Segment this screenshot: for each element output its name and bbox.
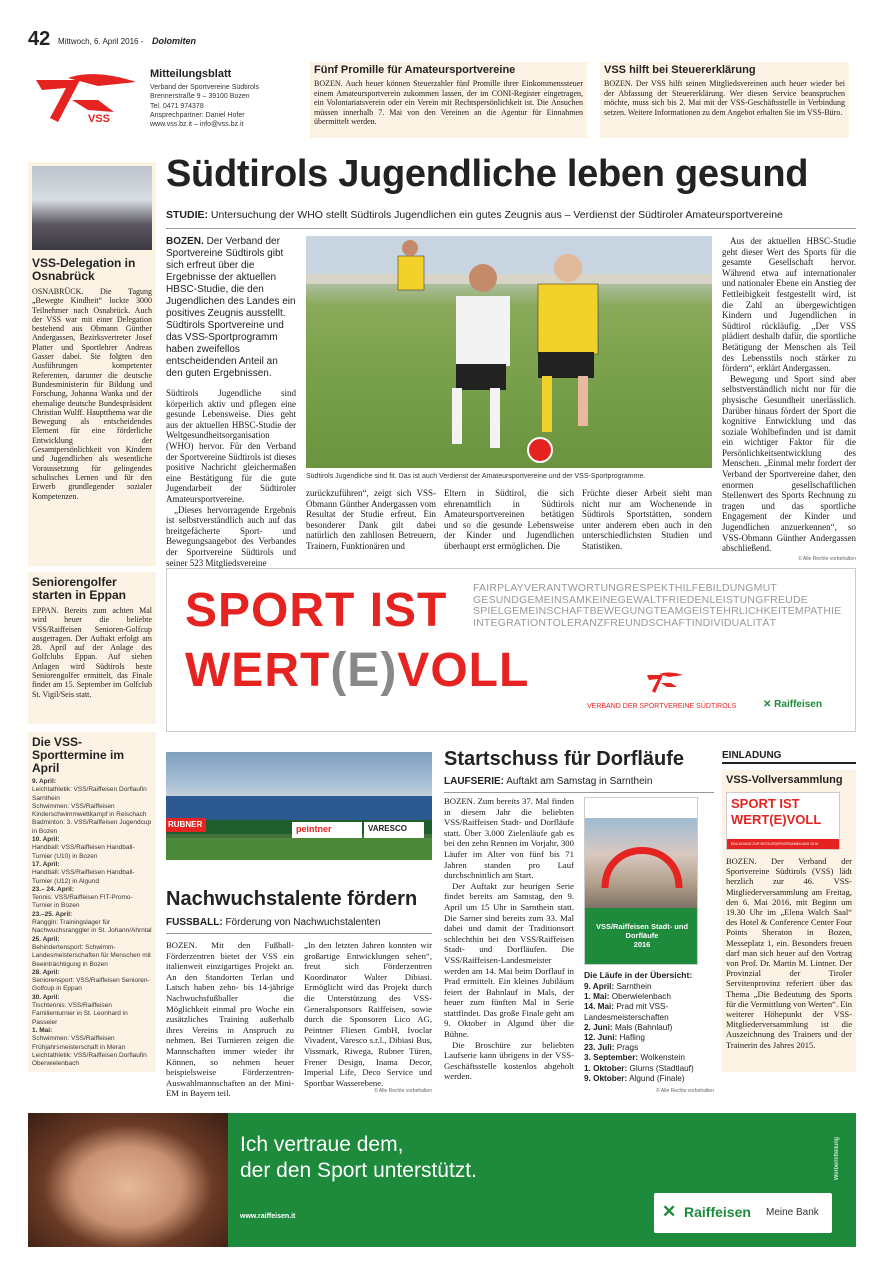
- lauf-place: Hafling: [619, 1033, 645, 1043]
- masthead-contact: [150, 83, 259, 129]
- lauf-date: 1. Oktober:: [584, 1063, 628, 1073]
- dorf-subhead-text: Auftakt am Samstag in Sarnthein: [506, 776, 653, 787]
- invite-title: VSS-Vollversammlung: [726, 774, 843, 786]
- banner-sponsor: [763, 699, 822, 710]
- dorf-text: BOZEN. Zum bereits 37. Mal finden in diesem Jahr die beliebten VSS/Raiffeisen Stadt- und Dorfläufe statt. Über 3.000 Zielenläufe gab es bei den zehn Rennen im Vorjahr, 300 Läufer im Alter von fünf bis 71 Jahren standen pro Lauf durchschnittlich am Start.: [444, 796, 574, 881]
- banner-sponsor-text: Raiffeisen: [774, 699, 822, 710]
- banner-e: (E): [330, 644, 398, 697]
- termin-text: Leichtathletik: VSS/Raiffeisen Dorflaufin Sarnthein: [32, 786, 147, 802]
- termin-item: [32, 936, 152, 969]
- teaser-text: BOZEN. Auch heuer können Steuerzahler fünf Promille ihrer Einkommenssteuer einem Amateursportverein zukommen lassen, der im CONI-Register eingetragen, ein Volontariatsverein oder ein Verein mit Rechtspersönlichkeit ist. Die Ansuchen müssen innerhalb 7. Mai von den Vereinen an die Agentur für Einnahmen übermittelt werden.: [314, 79, 583, 127]
- termin-text: Schwimmen: VSS/Raiffeisen Frühjahrsmeisterschaft in Meran: [32, 1035, 126, 1051]
- termin-date: 1. Mai:: [32, 1026, 53, 1034]
- main-headline: Südtirols Jugendliche leben gesund: [166, 153, 809, 195]
- termin-item: [32, 886, 152, 911]
- main-col1-text: Südtirols Jugendliche sind körperlich aktiv und pflegen eine gesunde Lebensweise. Dies geht aus der aktuellen HBSC-Studie der Weltgesundheitsorganisation (WHO) hervor. Für den Verband der Sportvereine Südtirols ist dieses positive Nachricht gleichermaßen eine Bestätigung für die gute Jugendarbeit der Südtiroler Amateursportvereine.: [166, 388, 296, 504]
- termin-date: 28. April:: [32, 968, 60, 976]
- football-col2-text: „In den letzten Jahren konnten wir großartige Entwicklungen sehen“, freut sich Förderzentren Koordinator Walter Dibiasi. Ermöglicht wird das Projekt durch die Unterstützung des VSS-Generalsponsors Raiffeisen, sowie durch die Sponsoren Lico AG, Peintner Fliesen GmbH, Ivoclar Vivadent, Varesco s.r.l., Dibiasi Bus, Vissmark, Riwega, Rubner Türen, Frener Design, Inama Decor, Imperial Life, Deco Service und Sportbar Wasserebene.: [304, 940, 432, 1088]
- copyright: © Alle Rechte vorbehalten: [798, 555, 856, 562]
- main-kicker: STUDIE:: [166, 209, 208, 221]
- lauf-item: [584, 1053, 714, 1063]
- lauf-date: 9. April:: [584, 982, 615, 991]
- side-title: VSS-Delegation in Osnabrück: [32, 256, 136, 283]
- masthead-line[interactable]: www.vss.bz.it – info@vss.bz.it: [150, 121, 244, 129]
- main-lead: [166, 236, 296, 380]
- main-col5-text: Aus der aktuellen HBSC-Studie geht dieser Wert des Sports für die gesamte Gesellschaft hervor. Während etwa auf internationaler und nationaler Ebene ein Anstieg der Fettleibigkeit festgestellt wird, ist die Zahl an übergewichtigen Kindern und Jugendlichen in Südtirol rückläufig. „Der VSS plädiert deshalb dafür, die sportliche Betätigung der Menschen als Teil des Lebensstils noch stärker zu fördern“, erklärt Andergassen.: [722, 236, 856, 374]
- main-col1-text2: „Dieses hervorragende Ergebnis ist selbstverständlich auch auf das breitgefächerte Sport- und Bewegungsangebot des Verbandes der Sportvereine Südtirols und seiner 523 Mitgliedsvereine: [166, 504, 296, 568]
- termin-text: Ranggln: Trainingslager für Nachwuchsranggler in St. Johann/Ahrntal: [32, 919, 152, 935]
- termin-date: 30. April:: [32, 993, 60, 1001]
- main-col1: [166, 236, 296, 568]
- value-words: FAIRPLAYVERANTWORTUNGRESPEKTHILFEBILDUNGMUT: [473, 582, 778, 594]
- dorf-text3: Die Broschüre zur beliebten Laufserie kann übrigens in der VSS-Geschäftsstelle kostenlos abgeholt werden.: [444, 1039, 574, 1082]
- masthead-line: Tel. 0471 974378: [150, 102, 204, 110]
- lauf-date: 9. Oktober:: [584, 1073, 628, 1083]
- dorf-col1: [444, 796, 574, 1082]
- termin-text: Handball: VSS/Raiffeisen Handball-Turnier (U10) in Bozen: [32, 844, 135, 860]
- dorf-subhead: [444, 776, 714, 787]
- termin-item: [32, 819, 152, 836]
- main-subhead: [166, 209, 856, 222]
- termin-text: Handball: VSS/Raiffeisen Handball-Turnier (U12) in Algund: [32, 869, 135, 885]
- poster-title: VSS/Raiffeisen Stadt- und Dorfläufe: [595, 922, 689, 940]
- teaser-title: VSS hilft bei Steuererklärung: [604, 64, 756, 76]
- termin-text: Seniorensport: VSS/Raiffeisen Senioren-Golfcup in Eppan: [32, 977, 150, 993]
- main-col5: [722, 236, 856, 562]
- divider: [166, 933, 432, 934]
- football-kicker: FUSSBALL:: [166, 917, 223, 928]
- ad-photo: [28, 1113, 228, 1247]
- side-box-seniorengolfer: [28, 572, 156, 724]
- termin-text: Schwimmen: VSS/Raiffeisen Kinderschwimmwettkampf in Reischach: [32, 802, 147, 819]
- delegation-photo: [32, 166, 152, 250]
- masthead-line: Brennerstraße 9 – 39100 Bozen: [150, 93, 250, 101]
- ad-brand-box: [654, 1193, 832, 1233]
- teaser-title: Fünf Promille für Amateursportvereine: [314, 64, 516, 76]
- sign-peintner: peintner: [296, 824, 332, 834]
- side-text: OSNABRÜCK. Die Tagung „Bewegte Kindheit“ lockte 3000 Teilnehmer nach Osnabrück. Auch der VSS war mit einer Delegation bestehend aus Obmann Günther Andergassen, Bezirksvertreter Josef Platter und Sportlehrer Andreas Gasser dabei. Sie folgten den Ausführungen kompetenter Referenten, darunter die deutsche Bundesministerin für Bildung und Forschung, Johanna Wanka und der ehemalige deutsche Bundespräsident Christian Wulff. Hauptthema war die Bewegung als entscheidendes Element für eine förderliche Entwicklung der Gesamtpersönlichkeit von Kindern und Jugendlichen als wesentliche Voraussetzung für gelingendes schulisches Lernen und für den Erwerb grundlegender sozialer Kompetenzen.: [32, 287, 152, 501]
- termin-text: Behindertensport: Schwimm-Landesmeisterschaften für Menschen mit Beeinträchtigung in Bozen: [32, 943, 151, 968]
- termin-text: Tennis: VSS/Raiffeisen FIT-Promo-Turnier in Bozen: [32, 894, 133, 910]
- lauf-place: Glurns (Stadtlauf): [629, 1063, 694, 1073]
- masthead: [28, 58, 306, 138]
- ad-url[interactable]: www.raiffeisen.it: [240, 1213, 296, 1220]
- termin-item: [32, 994, 152, 1027]
- dorf-kicker: LAUFSERIE:: [444, 776, 504, 787]
- masthead-line: Ansprechpartner: Daniel Hofer: [150, 111, 245, 119]
- poster-bottom: [585, 908, 698, 965]
- side-box-osnabrueck: [28, 162, 156, 566]
- banner-sport-ist-wertvoll: [166, 568, 856, 732]
- football-col1: BOZEN. Mit den Fußball-Förderzentren bietet der VSS ein italienweit einzigartiges Projekt an. An den Standorten Terlan und Latsch haben zehn- bis 14-jährige Nachwuchsfußballer die Möglichkeit einmal pro Woche ein zusätzliches Training außerhalb ihres Vereins in Anspruch zu nehmen. Bei Turnieren zeigen die Mannschaften immer wieder ihr Können, so nehmen heuer beispielsweise Förderzentren-Auswahlmannschaften an der Mini-EM in Bayern teil.: [166, 940, 294, 1099]
- divider: [166, 228, 856, 229]
- main-col4: Früchte dieser Arbeit sieht man nicht nur am Wochenende in Südtirols Sportstätten, sondern unter anderem eben auch in den unterschiedlichsten Studien und Statistiken.: [582, 488, 712, 551]
- dorf-text2: Der Auftakt zur heurigen Serie findet bereits am Samstag, den 9. April um 15 Uhr in Sarnthein statt. Die Sarner sind bereits zum 33. Mal dabei und damit der Traditionsort schlechthin bei den VSS/Raiffeisen Stadt- und Dorfläufen. Die VSS/Raiffeisen-Landesmeister werden am 14. Mai beim Dorflauf in Prad ermittelt. Ein kleines Jubiläum feiert der Bahnlauf in Mals, der heuer zum fünften Mal in Serie stattfindet. Das große Finale geht am 9. Oktober in Algund über die Bühne.: [444, 880, 574, 1040]
- termine-list: [32, 778, 152, 1068]
- football-subhead: [166, 917, 432, 928]
- main-subhead-text: Untersuchung der WHO stellt Südtirols Jugendlichen ein gutes Zeugnis aus – Verdienst der Südtiroler Amateursportvereine: [210, 209, 783, 221]
- dorf-list: [584, 970, 714, 1094]
- laeufe-list: [584, 982, 714, 1084]
- side-title: Die VSS-Sporttermine im April: [32, 735, 125, 775]
- flyer-line1: SPORT IST: [731, 796, 800, 811]
- termin-date: 23.–25. April:: [32, 910, 73, 918]
- invite-label: EINLADUNG: [722, 750, 856, 764]
- lauf-item: [584, 1064, 714, 1074]
- lauf-date: 14. Mai:: [584, 1002, 615, 1012]
- logo-vss-text: VSS: [88, 113, 111, 125]
- lauf-item: [584, 1033, 714, 1043]
- teaser-steuererklaerung: [600, 62, 849, 138]
- termin-date: 25. April:: [32, 935, 60, 943]
- masthead-title: Mitteilungsblatt: [150, 68, 232, 80]
- termin-item: [32, 836, 152, 861]
- football-headline: Nachwuchstalente fördern: [166, 888, 418, 910]
- lauf-date: 23. Juli:: [584, 1043, 615, 1053]
- header-date: Mittwoch, 6. April 2016 -: [58, 37, 144, 46]
- side-title: Seniorengolfer starten in Eppan: [32, 575, 127, 602]
- lauf-place: Prags: [616, 1043, 639, 1053]
- masthead-line: Verband der Sportvereine Südtirols: [150, 84, 259, 91]
- value-words: INTEGRATIONTOLERANZFREUNDSCHAFTINDIVIDUALITÄT: [473, 616, 777, 629]
- lauf-date: 12. Juni:: [584, 1033, 618, 1043]
- lauf-item: [584, 1043, 714, 1053]
- lauf-item: [584, 982, 714, 992]
- sidebar: [28, 162, 156, 1072]
- banner-org: VERBAND DER SPORTVEREINE SÜDTIROLS: [587, 703, 737, 710]
- main-col5-text2: Bewegung und Sport sind aber selbstverständlich nicht nur für die physische Gesundheit unerlässlich. Darüber hinaus fördert der Sport die kognitive Entwicklung und das soziale Wohlbefinden und ist damit ein wichtiger Faktor für die Persönlichkeitsentwicklung des Menschen. „Einmal mehr fordert der Verband der Sportvereine daher, den enormen gesellschaftlichen Stellenwert des Sports Rechnung zu tragen und das sportliche Engagement der Kinder und Jugendlichen anzuerkennen“, so VSS-Obmann Günther Andergassen abschließend.: [722, 373, 856, 554]
- value-words: SPIELGEMEINSCHAFTBEWEGUNGTEAMGEISTEHRLICHKEITEMPATHIE: [473, 605, 842, 617]
- lauf-date: 2. Juni:: [584, 1022, 613, 1032]
- termin-date: 10. April:: [32, 836, 60, 844]
- sign-rubner: RUBNER: [168, 820, 203, 829]
- vss-logo: [645, 669, 685, 699]
- lauf-item: [584, 1023, 714, 1033]
- banner-values: [473, 583, 841, 629]
- teaser-fuenf-promille: [310, 62, 587, 138]
- termin-item: [32, 969, 152, 994]
- invite-text: BOZEN. Der Verband der Sportvereine Südtirols (VSS) lädt herzlich zur 46. VSS-Mitgliederversammlung am Freitag, den 6. Mai 2016, mit Beginn um 19.30 Uhr im „Elena Walch Saal“ des Hotel & Conference Center Four Points Sheraton in Bozen, Messeplatz 1, ein. Besonders freuen darf man sich heuer auf den Vortrag von Prof. Dr. Martin M. Lintner. Der Provinzial der Tiroler Servitenprovinz referiert über das Thema „Die Bedeutung des Sports für die Vermittlung von Werten“. Ein weiterer Höhepunkt der VSS-Mitgliederversammlung ist die Auszeichnung des Trainers und der Trainerin des Jahres 2015.: [726, 856, 853, 1050]
- lauf-place: Mals (Bahnlauf): [614, 1022, 673, 1032]
- flyer-line2: WERT(E)VOLL: [731, 812, 822, 827]
- dorf-list-title: Die Läufe in der Übersicht:: [584, 970, 693, 980]
- termin-text: Badminton: 3. VSS/Raiffeisen Jugendcup in Bozen: [32, 819, 152, 835]
- ad-slogan: Meine Bank: [766, 1207, 819, 1218]
- flyer-bar: EINLADUNG ZUR MITGLIEDERVERSAMMLUNG 2016: [727, 839, 840, 849]
- ad-side-label: Werbemitteilung: [834, 1137, 840, 1181]
- lauf-date: 1. Mai:: [584, 992, 610, 1002]
- side-text: EPPAN. Bereits zum achten Mal wird heuer die beliebte VSS/Raiffeisen Senioren-Golfcup ausgetragen. Der Auftakt erfolgt am 28. April auf der Anlage des Golfclubs Eppan. Auf sieben Anlagen wird Südtirols beste Seniorengolfer ermittelt, das Finale findet am 15. September im Golfclub St. Vigil/Seis statt.: [32, 606, 152, 699]
- lauf-date: 3. September:: [584, 1053, 639, 1063]
- sign-varesco: VARESCO: [368, 824, 407, 833]
- team-photo: [166, 752, 432, 860]
- copyright: © Alle Rechte vorbehalten: [656, 1088, 714, 1095]
- kids-football-photo: [306, 236, 712, 468]
- lauf-place: Wolkenstein: [640, 1053, 685, 1063]
- page-number: 42: [28, 28, 51, 50]
- lead-place: BOZEN.: [166, 236, 204, 247]
- banner-line1: SPORT IST: [185, 584, 448, 637]
- lauf-place: Algund (Finale): [629, 1073, 685, 1083]
- raiffeisen-icon: ✕: [662, 1202, 677, 1221]
- raiffeisen-icon: ✕: [763, 699, 775, 710]
- paper-name: Dolomiten: [152, 36, 196, 46]
- dorf-headline: Startschuss für Dorfläufe: [444, 748, 685, 770]
- termin-item: [32, 861, 152, 886]
- termin-date: 17. April:: [32, 860, 60, 868]
- invite-flyer: [726, 792, 840, 850]
- banner-line2: [185, 643, 529, 698]
- poster-photo: [585, 818, 698, 908]
- teaser-text: BOZEN. Der VSS hilft seinen Mitgliedsvereinen auch heuer wieder bei der Abfassung der Steuererklärung. Wer diesen Service beanspruchen möchte, muss sich bis 2. Mai mit der VSS-Geschäftsstelle in Verbindung setzen. Weitere Informationen zu dem Angebot erhalten Sie im VSS-Büro.: [604, 79, 845, 117]
- termin-text: Tischtennis: VSS/Raiffeisen Familienturnier in St. Leonhard in Passeier: [32, 1002, 128, 1026]
- termin-date: 9. April:: [32, 778, 56, 785]
- lauf-place: Oberwielenbach: [611, 992, 671, 1002]
- main-col3: Eltern in Südtirol, die sich ehrenamtlich in Südtirols Amateursportvereinen betätigen und so die gesunde Lebensweise der Kinder und Jugendlichen überhaupt erst ermöglichen. Die: [444, 488, 574, 551]
- termin-item: [32, 1052, 152, 1069]
- lead-text: Der Verband der Sportvereine Südtirols gibt sich erfreut über die Ergebnisse der aktuellen HBSC-Studie, die den Jugendlichen des Landes ein positives Zeugnis ausstellt. Südtirols Sportvereine und das VSS-Sportprogramm haben zweifellos entscheidenden Anteil an den guten Ergebnissen.: [166, 236, 296, 379]
- page-header: [28, 28, 848, 50]
- dorf-poster: [584, 797, 698, 965]
- lauf-item: [584, 1074, 714, 1084]
- poster-top: [585, 798, 698, 818]
- ad-line2: der den Sport unterstützt.: [240, 1159, 477, 1182]
- lauf-place: Sarnthein: [616, 982, 652, 991]
- photo-caption: Südtirols Jugendliche sind fit. Das ist auch Verdienst der Amateursportvereine und der VSS-Sportprogramme.: [306, 473, 646, 480]
- football-col2: [304, 940, 432, 1094]
- copyright: © Alle Rechte vorbehalten: [374, 1088, 432, 1095]
- main-col2: zurückzuführen“, zeigt sich VSS-Obmann Günther Andergassen vom Resultat der Studie erfreut. Ein besonderer Dank gilt dabei natürlich den zahllosen Betreuern, Trainern, Funktionären und: [306, 488, 436, 551]
- ad-line1: Ich vertraue dem,: [240, 1133, 404, 1156]
- banner-voll: VOLL: [397, 644, 530, 697]
- invite-box: [722, 770, 856, 1072]
- termin-item: [32, 778, 152, 803]
- banner-wert: WERT: [185, 644, 331, 697]
- termin-text: Leichtathletik: VSS/Raiffeisen Dorflaufin Oberwielenbach: [32, 1051, 147, 1068]
- termin-item: [32, 911, 152, 936]
- raiffeisen-ad: [28, 1113, 856, 1247]
- ad-brand: Raiffeisen: [684, 1204, 751, 1220]
- lauf-item: [584, 1002, 714, 1022]
- divider: [444, 792, 714, 793]
- lauf-item: [584, 992, 714, 1002]
- value-words: GESUNDGEMEINSAMKEINEGEWALTFRIEDENLEISTUNGFREUDE: [473, 593, 808, 606]
- termin-item: [32, 1027, 152, 1052]
- lauf-place: Prad mit VSS-Landesmeisterschaften: [584, 1002, 669, 1022]
- termin-item: [32, 803, 152, 820]
- football-subhead-text: Förderung von Nachwuchstalenten: [225, 917, 381, 928]
- poster-year: 2016: [633, 940, 651, 949]
- side-box-sporttermine: [28, 732, 156, 1072]
- termin-date: 23.– 24. April:: [32, 885, 75, 893]
